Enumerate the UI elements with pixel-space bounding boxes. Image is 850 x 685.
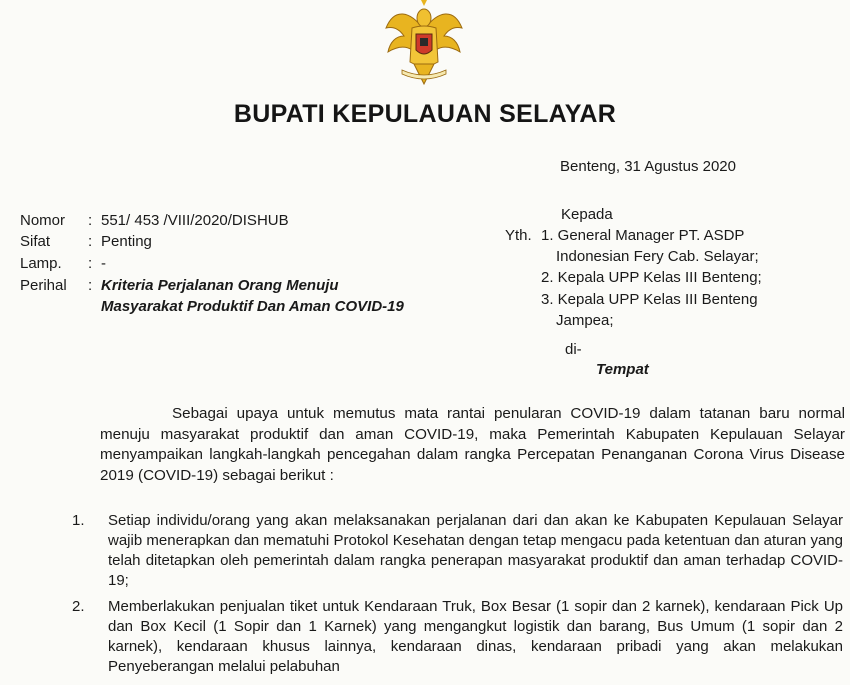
list-item xyxy=(72,597,843,677)
sifat-label: Sifat xyxy=(20,233,51,250)
recipient-line: Jampea; xyxy=(556,312,614,329)
list-item-text: Memberlakukan penjualan tiket untuk Kendaraan Truk, Box Besar (1 sopir dan 2 karnek), kendaraan Pick Up dan Box Kecil (1 Sopir dan 1 Karnek) yang mengangkut logistik dan barang, Bus Umum (1 sopir dan 2 karnek), kendaraan khusus lainnya, kendaraan dinas, kendaraan pribadi yang akan melakukan Penyeberangan melalui pelabuhan xyxy=(108,598,843,675)
colon: : xyxy=(88,277,93,294)
list-item xyxy=(72,511,843,591)
lamp-value: - xyxy=(101,255,106,272)
perihal-value-line1: Kriteria Perjalanan Orang Menuju xyxy=(101,277,339,294)
recipient-line: 2. Kepala UPP Kelas III Benteng; xyxy=(541,269,762,286)
recipient-line: Indonesian Fery Cab. Selayar; xyxy=(556,248,759,265)
letterhead-title: BUPATI KEPULAUAN SELAYAR xyxy=(233,100,617,128)
garuda-emblem-icon xyxy=(380,0,468,88)
list-item-number: 2. xyxy=(72,598,85,615)
sifat-value: Penting xyxy=(101,233,152,250)
colon: : xyxy=(88,255,93,272)
recipient-line: 1. General Manager PT. ASDP xyxy=(541,227,745,244)
perihal-value-line2: Masyarakat Produktif Dan Aman COVID-19 xyxy=(101,298,404,315)
lamp-label: Lamp. xyxy=(20,255,62,272)
tempat-label: Tempat xyxy=(596,361,649,378)
recipient-line: 3. Kepala UPP Kelas III Benteng xyxy=(541,291,758,308)
body-intro xyxy=(100,404,845,486)
colon: : xyxy=(88,233,93,250)
list-item-text: Setiap individu/orang yang akan melaksanakan perjalanan dari dan akan ke Kabupaten Kepulauan Selayar wajib menerapkan dan mematuhi Protokol Kesehatan dengan tetap mengacu pada ketentuan dan aturan yang telah ditetapkan oleh pemerintah dalam rangka penerapan masyarakat produktif dan aman terhadap COVID-19; xyxy=(108,512,843,589)
date-line: Benteng, 31 Agustus 2020 xyxy=(560,158,736,175)
di-label: di- xyxy=(565,341,582,358)
nomor-label: Nomor xyxy=(20,212,66,229)
intro-paragraph: Sebagai upaya untuk memutus mata rantai penularan COVID-19 dalam tatanan baru normal menuju masyarakat produktif dan aman COVID-19, maka Pemerintah Kabupaten Kepulauan Selayar menyampaikan langkah-langkah pencegahan dalam rangka Percepatan Penanganan Corona Virus Disease 2019 (COVID-19) sebagai berikut : xyxy=(100,405,845,484)
perihal-label: Perihal xyxy=(20,277,67,294)
yth-label: Yth. xyxy=(505,227,532,244)
colon: : xyxy=(88,212,93,229)
kepada-label: Kepada xyxy=(561,206,613,223)
list-item-number: 1. xyxy=(72,512,85,529)
nomor-value: 551/ 453 /VIII/2020/DISHUB xyxy=(101,212,289,229)
